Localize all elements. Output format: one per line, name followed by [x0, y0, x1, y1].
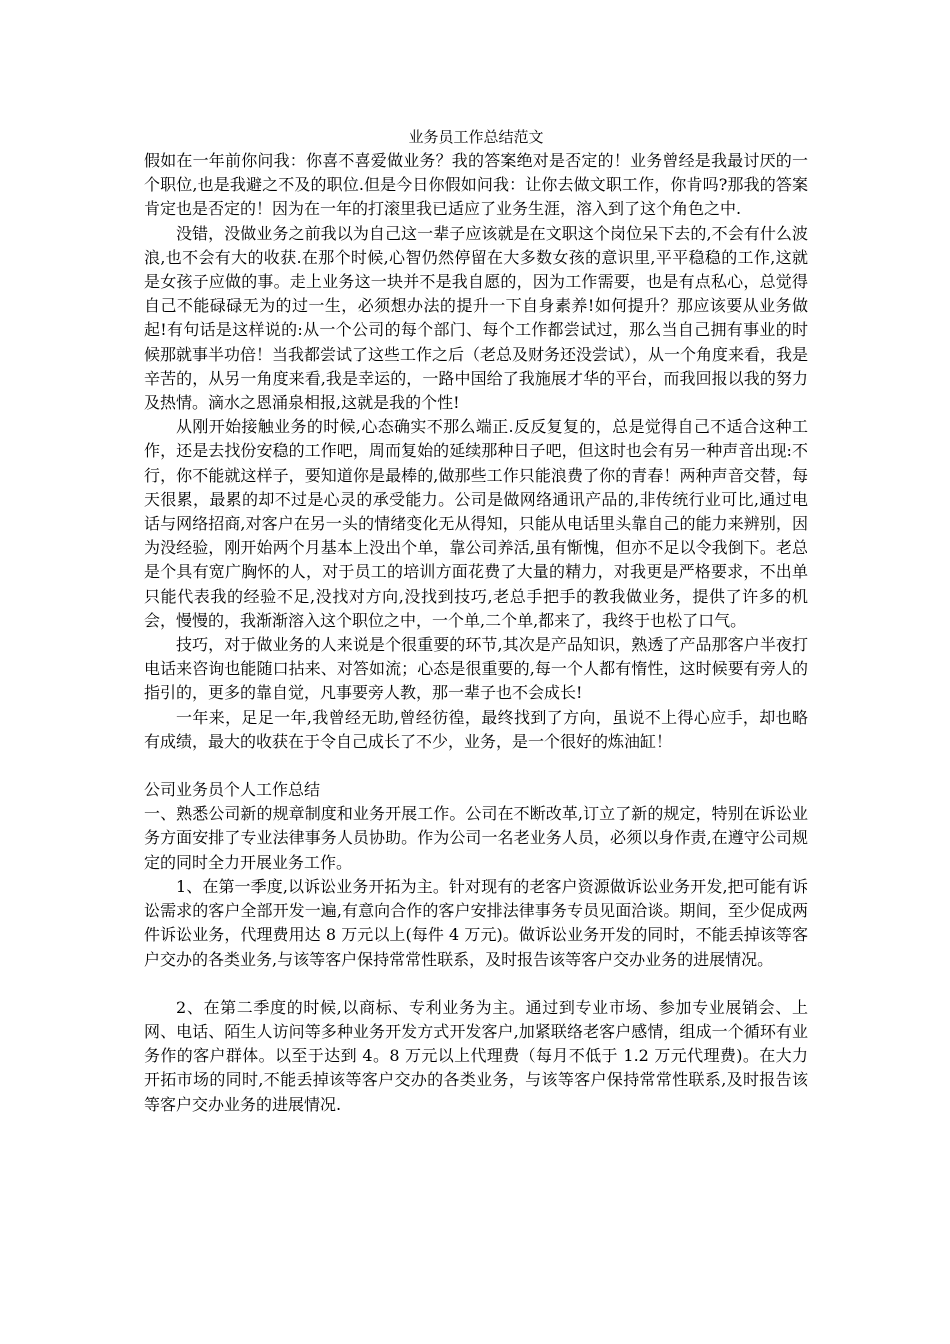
document-page — [144, 125, 808, 1117]
document-title: 业务员工作总结范文 — [408, 128, 544, 146]
paragraph-intro: 假如在一年前你问我：你喜不喜爱做业务？我的答案绝对是否定的！业务曾经是我最讨厌的一个职位,也是我避之不及的职位.但是今日你假如问我：让你去做文职工作，你肯吗?那我的答案肯定也是否定的！因为在一年的打滚里我已适应了业务生涯，溶入到了这个角色之中. — [144, 151, 808, 219]
section-paragraph-first-quarter: 1、在第一季度,以诉讼业务开拓为主。针对现有的老客户资源做诉讼业务开发,把可能有诉讼需求的客户全部开发一遍,有意向合作的客户安排法律事务专员见面洽谈。期间，至少促成两件诉讼业务，代理费用达 8 万元以上(每件 4 万元)。做诉讼业务开发的同时，不能丢掉该等客户交办的各类业务,与该等客户保持常常性联系，及时报告该等客户交办业务的进展情况。 — [144, 876, 808, 969]
paragraph-starting-sales: 从刚开始接触业务的时候,心态确实不那么端正.反反复复的，总是觉得自己不适合这种工作，还是去找份安稳的工作吧，周而复始的延续那种日子吧，但这时也会有另一种声音出现:不行，你不能就这样子，要知道你是最棒的,做那些工作只能浪费了你的青春！两种声音交替，每天很累，最累的却不过是心灵的承受能力。公司是做网络通讯产品的,非传统行业可比,通过电话与网络招商,对客户在另一头的情绪变化无从得知，只能从电话里头靠自己的能力来辨别，因为没经验，刚开始两个月基本上没出个单，靠公司养活,虽有惭愧，但亦不足以令我倒下。老总是个具有宽广胸怀的人，对于员工的培训方面花费了大量的精力，对我更是严格要求，不出单只能代表我的经验不足,没找对方向,没找到技巧,老总手把手的教我做业务，提供了许多的机会，慢慢的，我渐渐溶入这个职位之中，一个单,二个单,都来了，我终于也松了口气。 — [144, 417, 808, 630]
section-title: 公司业务员个人工作总结 — [144, 780, 321, 800]
section-paragraph-second-quarter: 2、在第二季度的时候,以商标、专利业务为主。通过到专业市场、参加专业展销会、上网、电话、陌生人访问等多种业务开发方式开发客户,加紧联络老客户感情，组成一个循环有业务作的客户群体。以至于达到 4。8 万元以上代理费（每月不低于 1.2 万元代理费)。在大力开拓市场的同时,不能丢掉该等客户交办的各类业务，与该等客户保持常常性联系,及时报告该等客户交办业务的进展情况. — [144, 997, 808, 1114]
paragraph-one-year: 一年来，足足一年,我曾经无助,曾经彷徨，最终找到了方向，虽说不上得心应手，却也略有成绩，最大的收获在于令自己成长了不少，业务，是一个很好的炼油缸！ — [144, 707, 808, 751]
blank-line — [144, 972, 808, 996]
blank-line — [144, 754, 808, 778]
section-paragraph-rules: 一、熟悉公司新的规章制度和业务开展工作。公司在不断改革,订立了新的规定，特别在诉讼业务方面安排了专业法律事务人员协助。作为公司一名老业务人员，必须以身作责,在遵守公司规定的同时全力开展业务工作。 — [144, 804, 808, 872]
paragraph-skills: 技巧，对于做业务的人来说是个很重要的环节,其次是产品知识，熟透了产品那客户半夜打电话来咨询也能随口拈来、对答如流；心态是很重要的,每一个人都有惰性，这时候要有旁人的指引的，更多的靠自觉，凡事要旁人教，那一辈子也不会成长! — [144, 635, 808, 703]
paragraph-before-sales: 没错，没做业务之前我以为自己这一辈子应该就是在文职这个岗位呆下去的,不会有什么波浪,也不会有大的收获.在那个时候,心智仍然停留在大多数女孩的意识里,平平稳稳的工作,这就是女孩子应做的事。走上业务这一块并不是我自愿的，因为工作需要，也是有点私心，总觉得自己不能碌碌无为的过一生，必须想办法的提升一下自身素养!如何提升？那应该要从业务做起!有句话是这样说的:从一个公司的每个部门、每个工作都尝试过，那么当自己拥有事业的时候那就事半功倍！当我都尝试了这些工作之后（老总及财务还没尝试），从一个角度来看，我是辛苦的，从另一角度来看,我是幸运的，一路中国给了我施展才华的平台，而我回报以我的努力及热情。滴水之恩涌泉相报,这就是我的个性! — [144, 223, 809, 413]
